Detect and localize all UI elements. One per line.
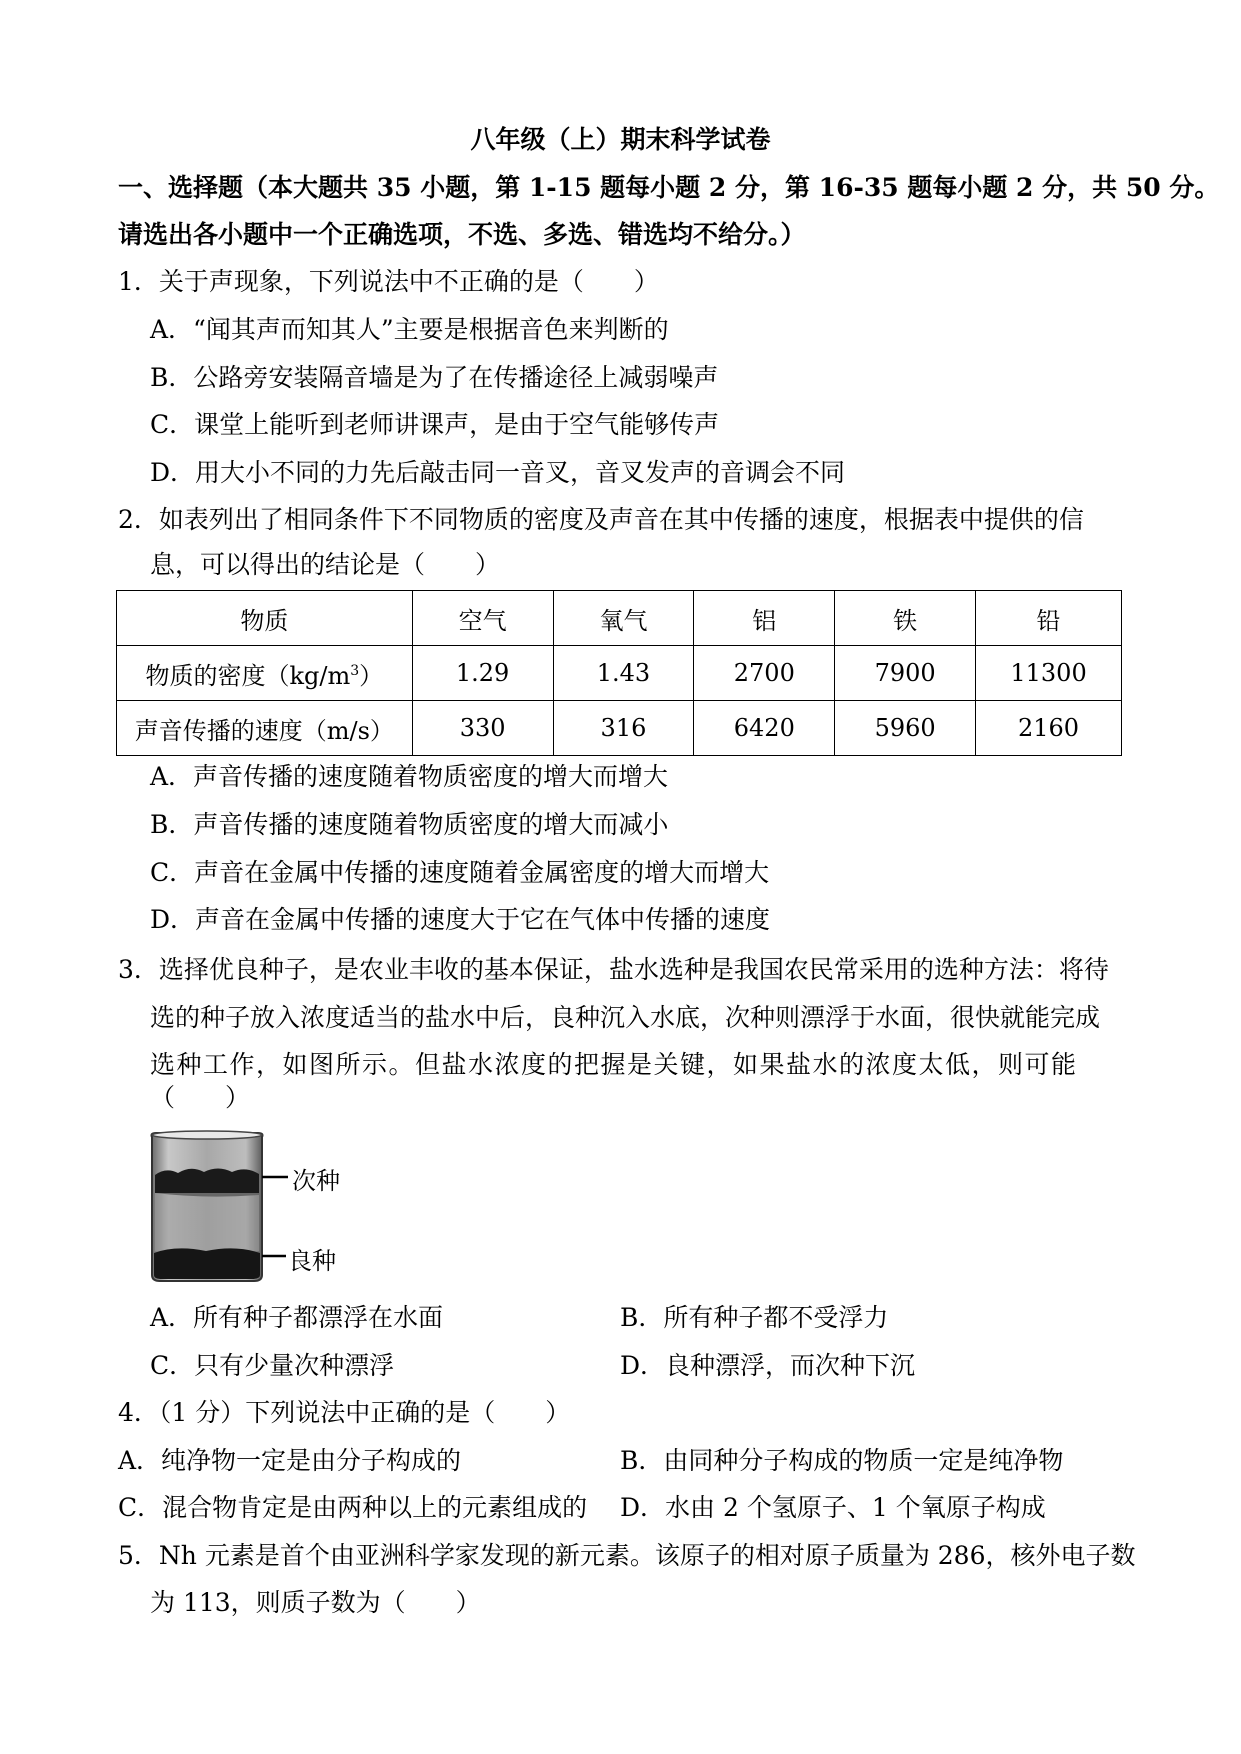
table-cell: 6420 (694, 701, 835, 756)
section-header-line-1: 一、选择题（本大题共 35 小题，第 1-15 题每小题 2 分，第 16-35 题每小题 2 分，共 50 分。 (118, 173, 1220, 202)
table-cell: 2160 (976, 701, 1122, 756)
table-cell: 11300 (976, 646, 1122, 701)
row-label-speed: 声音传播的速度（m/s） (117, 701, 413, 756)
question-4-option-a[interactable]: A．纯净物一定是由分子构成的 (118, 1446, 462, 1475)
table-row-speed (117, 701, 1122, 756)
table-cell: 1.29 (412, 646, 553, 701)
question-2-option-c[interactable]: C．声音在金属中传播的速度随着金属密度的增大而增大 (150, 858, 770, 887)
table-header-cell: 铅 (976, 591, 1122, 646)
question-2-option-b[interactable]: B．声音传播的速度随着物质密度的增大而减小 (150, 810, 669, 839)
question-1-option-a[interactable]: A．“闻其声而知其人”主要是根据音色来判断的 (150, 315, 669, 344)
beaker-figure (146, 1125, 396, 1285)
density-speed-table (116, 590, 1122, 756)
question-4-option-b[interactable]: B．由同种分子构成的物质一定是纯净物 (620, 1446, 1064, 1475)
table-header-cell: 氧气 (553, 591, 694, 646)
question-3-stem-line-4: （ ） (150, 1083, 251, 1112)
question-3-option-a[interactable]: A．所有种子都漂浮在水面 (150, 1303, 444, 1332)
question-5-stem-line-2: 为 113，则质子数为（ ） (150, 1588, 481, 1617)
question-3-option-b[interactable]: B．所有种子都不受浮力 (620, 1303, 889, 1332)
question-4-stem: 4．（1 分）下列说法中正确的是（ ） (118, 1398, 571, 1427)
table-cell: 1.43 (553, 646, 694, 701)
question-1-option-d[interactable]: D．用大小不同的力先后敲击同一音叉，音叉发声的音调会不同 (150, 458, 846, 487)
question-1-stem: 1．关于声现象，下列说法中不正确的是（ ） (118, 267, 659, 296)
question-1-option-c[interactable]: C．课堂上能听到老师讲课声，是由于空气能够传声 (150, 410, 720, 439)
table-header-cell: 铝 (694, 591, 835, 646)
question-3-stem-line-2: 选的种子放入浓度适当的盐水中后，良种沉入水底，次种则漂浮于水面，很快就能完成 (150, 1003, 1101, 1032)
question-1-option-b[interactable]: B．公路旁安装隔音墙是为了在传播途径上减弱噪声 (150, 363, 719, 392)
question-2-stem-line-2: 息，可以得出的结论是（ ） (150, 550, 501, 579)
table-cell: 316 (553, 701, 694, 756)
table-cell: 2700 (694, 646, 835, 701)
table-header-cell: 物质 (117, 591, 413, 646)
question-3-option-c[interactable]: C．只有少量次种漂浮 (150, 1351, 395, 1380)
beaker-illustration (146, 1125, 396, 1285)
question-3-stem-line-1: 3．选择优良种子，是农业丰收的基本保证，盐水选种是我国农民常采用的选种方法：将待 (118, 955, 1109, 984)
question-4-option-c[interactable]: C．混合物肯定是由两种以上的元素组成的 (118, 1493, 588, 1522)
page-title: 八年级（上）期末科学试卷 (470, 125, 771, 154)
table-header-row (117, 591, 1122, 646)
question-3-option-d[interactable]: D．良种漂浮，而次种下沉 (620, 1351, 916, 1380)
table-header-cell: 铁 (835, 591, 976, 646)
question-3-stem-line-3: 选种工作，如图所示。但盐水浓度的把握是关键，如果盐水的浓度太低，则可能 (150, 1050, 1078, 1079)
question-5-stem-line-1: 5．Nh 元素是首个由亚洲科学家发现的新元素。该原子的相对原子质量为 286，核外电子数 (118, 1541, 1136, 1570)
question-2-option-a[interactable]: A．声音传播的速度随着物质密度的增大而增大 (150, 762, 669, 791)
section-header-line-2: 请选出各小题中一个正确选项，不选、多选、错选均不给分。） (118, 220, 806, 249)
table-row-density (117, 646, 1122, 701)
table-header-cell: 空气 (412, 591, 553, 646)
figure-label-good-seeds: 良种 (288, 1247, 336, 1275)
question-2-stem-line-1: 2．如表列出了相同条件下不同物质的密度及声音在其中传播的速度，根据表中提供的信 (118, 505, 1084, 534)
row-label-density: 物质的密度$(kg/m^3)$ (117, 646, 413, 701)
question-2-option-d[interactable]: D．声音在金属中传播的速度大于它在气体中传播的速度 (150, 905, 771, 934)
table-cell: 330 (412, 701, 553, 756)
question-4-option-d[interactable]: D．水由 2 个氢原子、1 个氧原子构成 (620, 1493, 1046, 1522)
table-cell: 7900 (835, 646, 976, 701)
figure-label-inferior-seeds: 次种 (292, 1167, 340, 1195)
table-cell: 5960 (835, 701, 976, 756)
